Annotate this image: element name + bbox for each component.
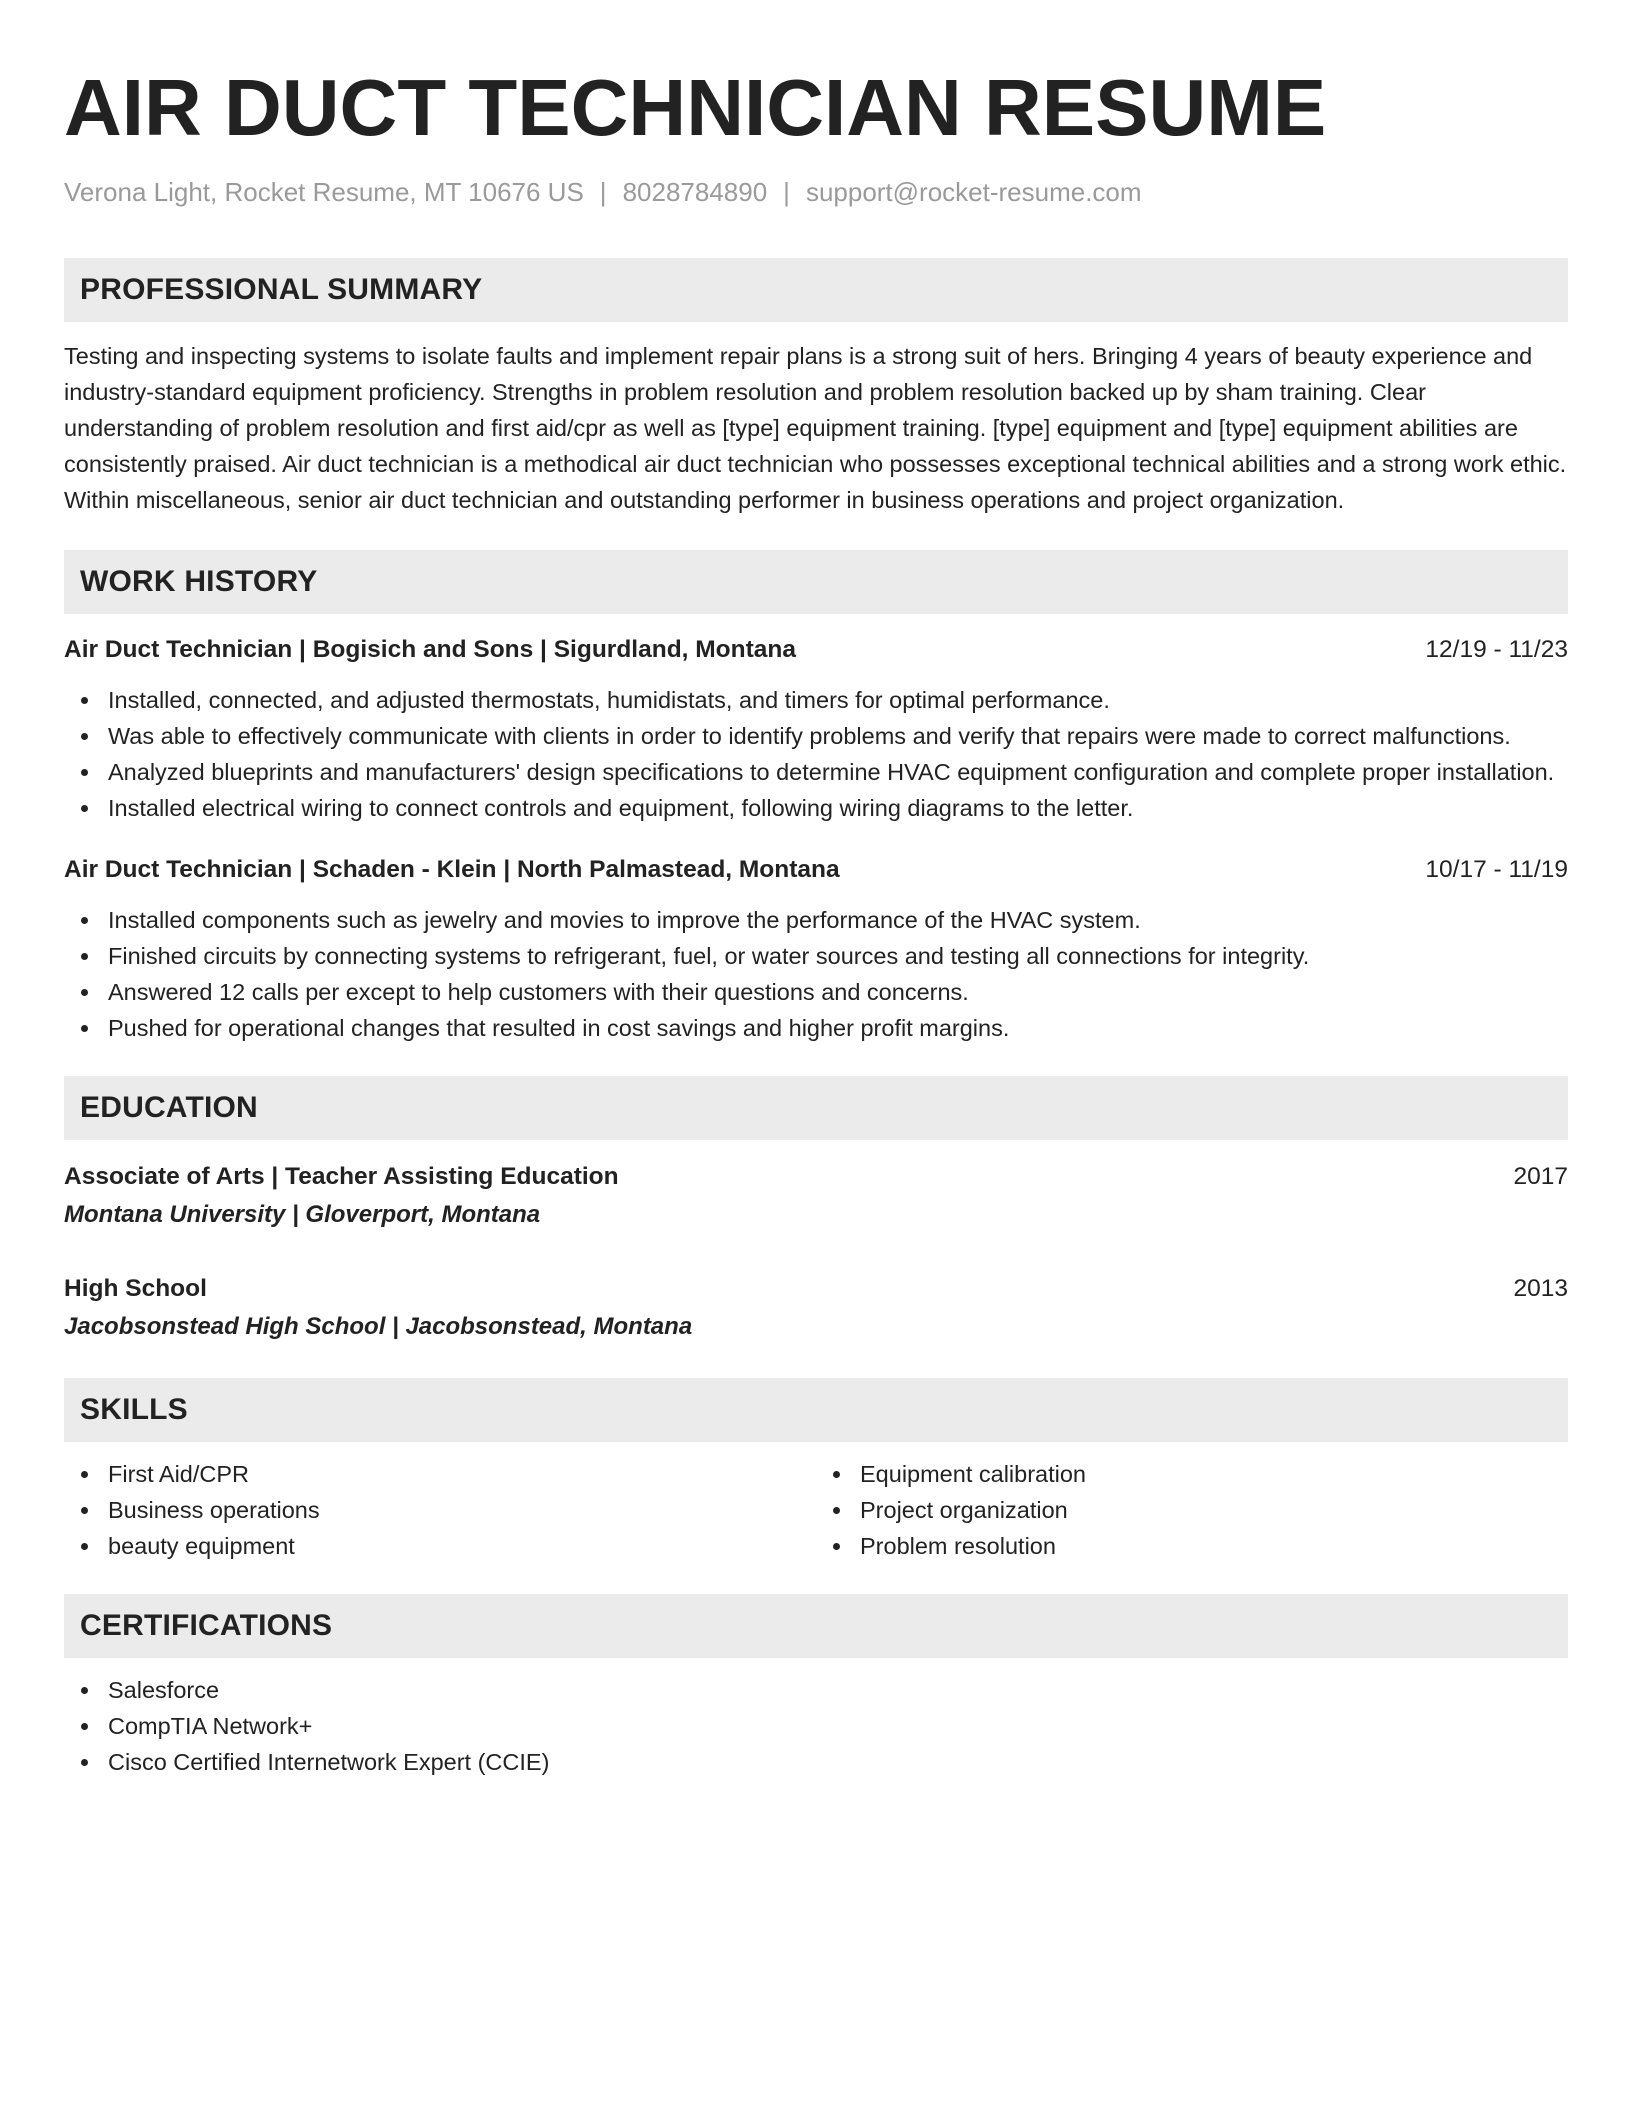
education-degree: Associate of Arts | Teacher Assisting Education <box>64 1163 619 1190</box>
education-year: 2013 <box>1513 1275 1568 1302</box>
certification-item: Salesforce <box>64 1672 1568 1708</box>
job-bullet: Answered 12 calls per except to help customers with their questions and concerns. <box>64 974 1568 1010</box>
job-entry <box>64 632 1568 826</box>
certifications-section-header <box>64 1594 1568 1658</box>
skill-item: Project organization <box>816 1492 1568 1528</box>
skills-heading: SKILLS <box>80 1393 188 1426</box>
job-bullets <box>64 682 1568 826</box>
contact-separator: | <box>599 177 607 207</box>
job-title: Air Duct Technician | Bogisich and Sons | Sigurdland, Montana <box>64 636 796 663</box>
work-heading: WORK HISTORY <box>80 565 318 598</box>
certification-item: CompTIA Network+ <box>64 1708 1568 1744</box>
skill-item: First Aid/CPR <box>64 1456 816 1492</box>
education-school: Montana University | Gloverport, Montana <box>64 1201 541 1228</box>
job-bullet: Installed, connected, and adjusted thermostats, humidistats, and timers for optimal performance. <box>64 682 1568 718</box>
education-header <box>64 1158 1568 1196</box>
summary-heading: PROFESSIONAL SUMMARY <box>80 273 483 306</box>
education-entry <box>64 1158 1568 1234</box>
job-bullet: Analyzed blueprints and manufacturers' design specifications to determine HVAC equipment configuration and complete proper installation. <box>64 754 1568 790</box>
education-year: 2017 <box>1513 1163 1568 1190</box>
skill-item: Equipment calibration <box>816 1456 1568 1492</box>
job-entry <box>64 852 1568 1046</box>
job-bullet: Installed components such as jewelry and movies to improve the performance of the HVAC system. <box>64 902 1568 938</box>
job-bullet: Finished circuits by connecting systems to refrigerant, fuel, or water sources and testing all connections for integrity. <box>64 938 1568 974</box>
skills-column-left <box>64 1456 816 1564</box>
skill-item: beauty equipment <box>64 1528 816 1564</box>
job-bullet: Pushed for operational changes that resulted in cost savings and higher profit margins. <box>64 1010 1568 1046</box>
summary-section-header <box>64 258 1568 322</box>
skill-item: Business operations <box>64 1492 816 1528</box>
contact-phone: 8028784890 <box>622 177 768 207</box>
contact-email: support@rocket-resume.com <box>805 177 1142 207</box>
contact-line <box>64 176 1568 208</box>
contact-separator: | <box>783 177 790 207</box>
job-bullets <box>64 902 1568 1046</box>
education-heading: EDUCATION <box>80 1091 258 1124</box>
job-header <box>64 852 1568 888</box>
skills-column-right <box>816 1456 1568 1564</box>
job-dates: 10/17 - 11/19 <box>1425 856 1568 883</box>
job-bullet: Was able to effectively communicate with clients in order to identify problems and verify that repairs were made to correct malfunctions. <box>64 718 1568 754</box>
education-degree: High School <box>64 1275 207 1302</box>
resume-title: AIR DUCT TECHNICIAN RESUME <box>64 63 1327 152</box>
certifications-list <box>64 1672 1568 1780</box>
job-bullet: Installed electrical wiring to connect controls and equipment, following wiring diagrams to the letter. <box>64 790 1568 826</box>
job-header <box>64 632 1568 668</box>
certification-item: Cisco Certified Internetwork Expert (CCIE) <box>64 1744 1568 1780</box>
work-section-header <box>64 550 1568 614</box>
education-section-header <box>64 1076 1568 1140</box>
skill-item: Problem resolution <box>816 1528 1568 1564</box>
certifications-heading: CERTIFICATIONS <box>80 1609 333 1642</box>
education-entry <box>64 1270 1568 1346</box>
skills-list <box>64 1456 1568 1564</box>
job-dates: 12/19 - 11/23 <box>1425 636 1568 663</box>
summary-text: Testing and inspecting systems to isolate faults and implement repair plans is a strong suit of hers. Bringing 4 years of beauty experience and industry-standard equipment proficiency. Strengths in problem resolution and problem resolution backed up by sham training. Clear understanding of problem resolution and first aid/cpr as well as [type] equipment training. [type] equipment and [type] equipment abilities are consistently praised. Air duct technician is a methodical air duct technician who possesses exceptional technical abilities and a strong work ethic. Within miscellaneous, senior air duct technician and outstanding performer in business operations and project organization. <box>64 343 1567 513</box>
skills-section-header <box>64 1378 1568 1442</box>
education-school: Jacobsonstead High School | Jacobsonstead, Montana <box>64 1313 693 1340</box>
education-header <box>64 1270 1568 1308</box>
job-title: Air Duct Technician | Schaden - Klein | North Palmastead, Montana <box>64 856 840 883</box>
contact-address: Verona Light, Rocket Resume, MT 10676 US <box>64 177 584 207</box>
